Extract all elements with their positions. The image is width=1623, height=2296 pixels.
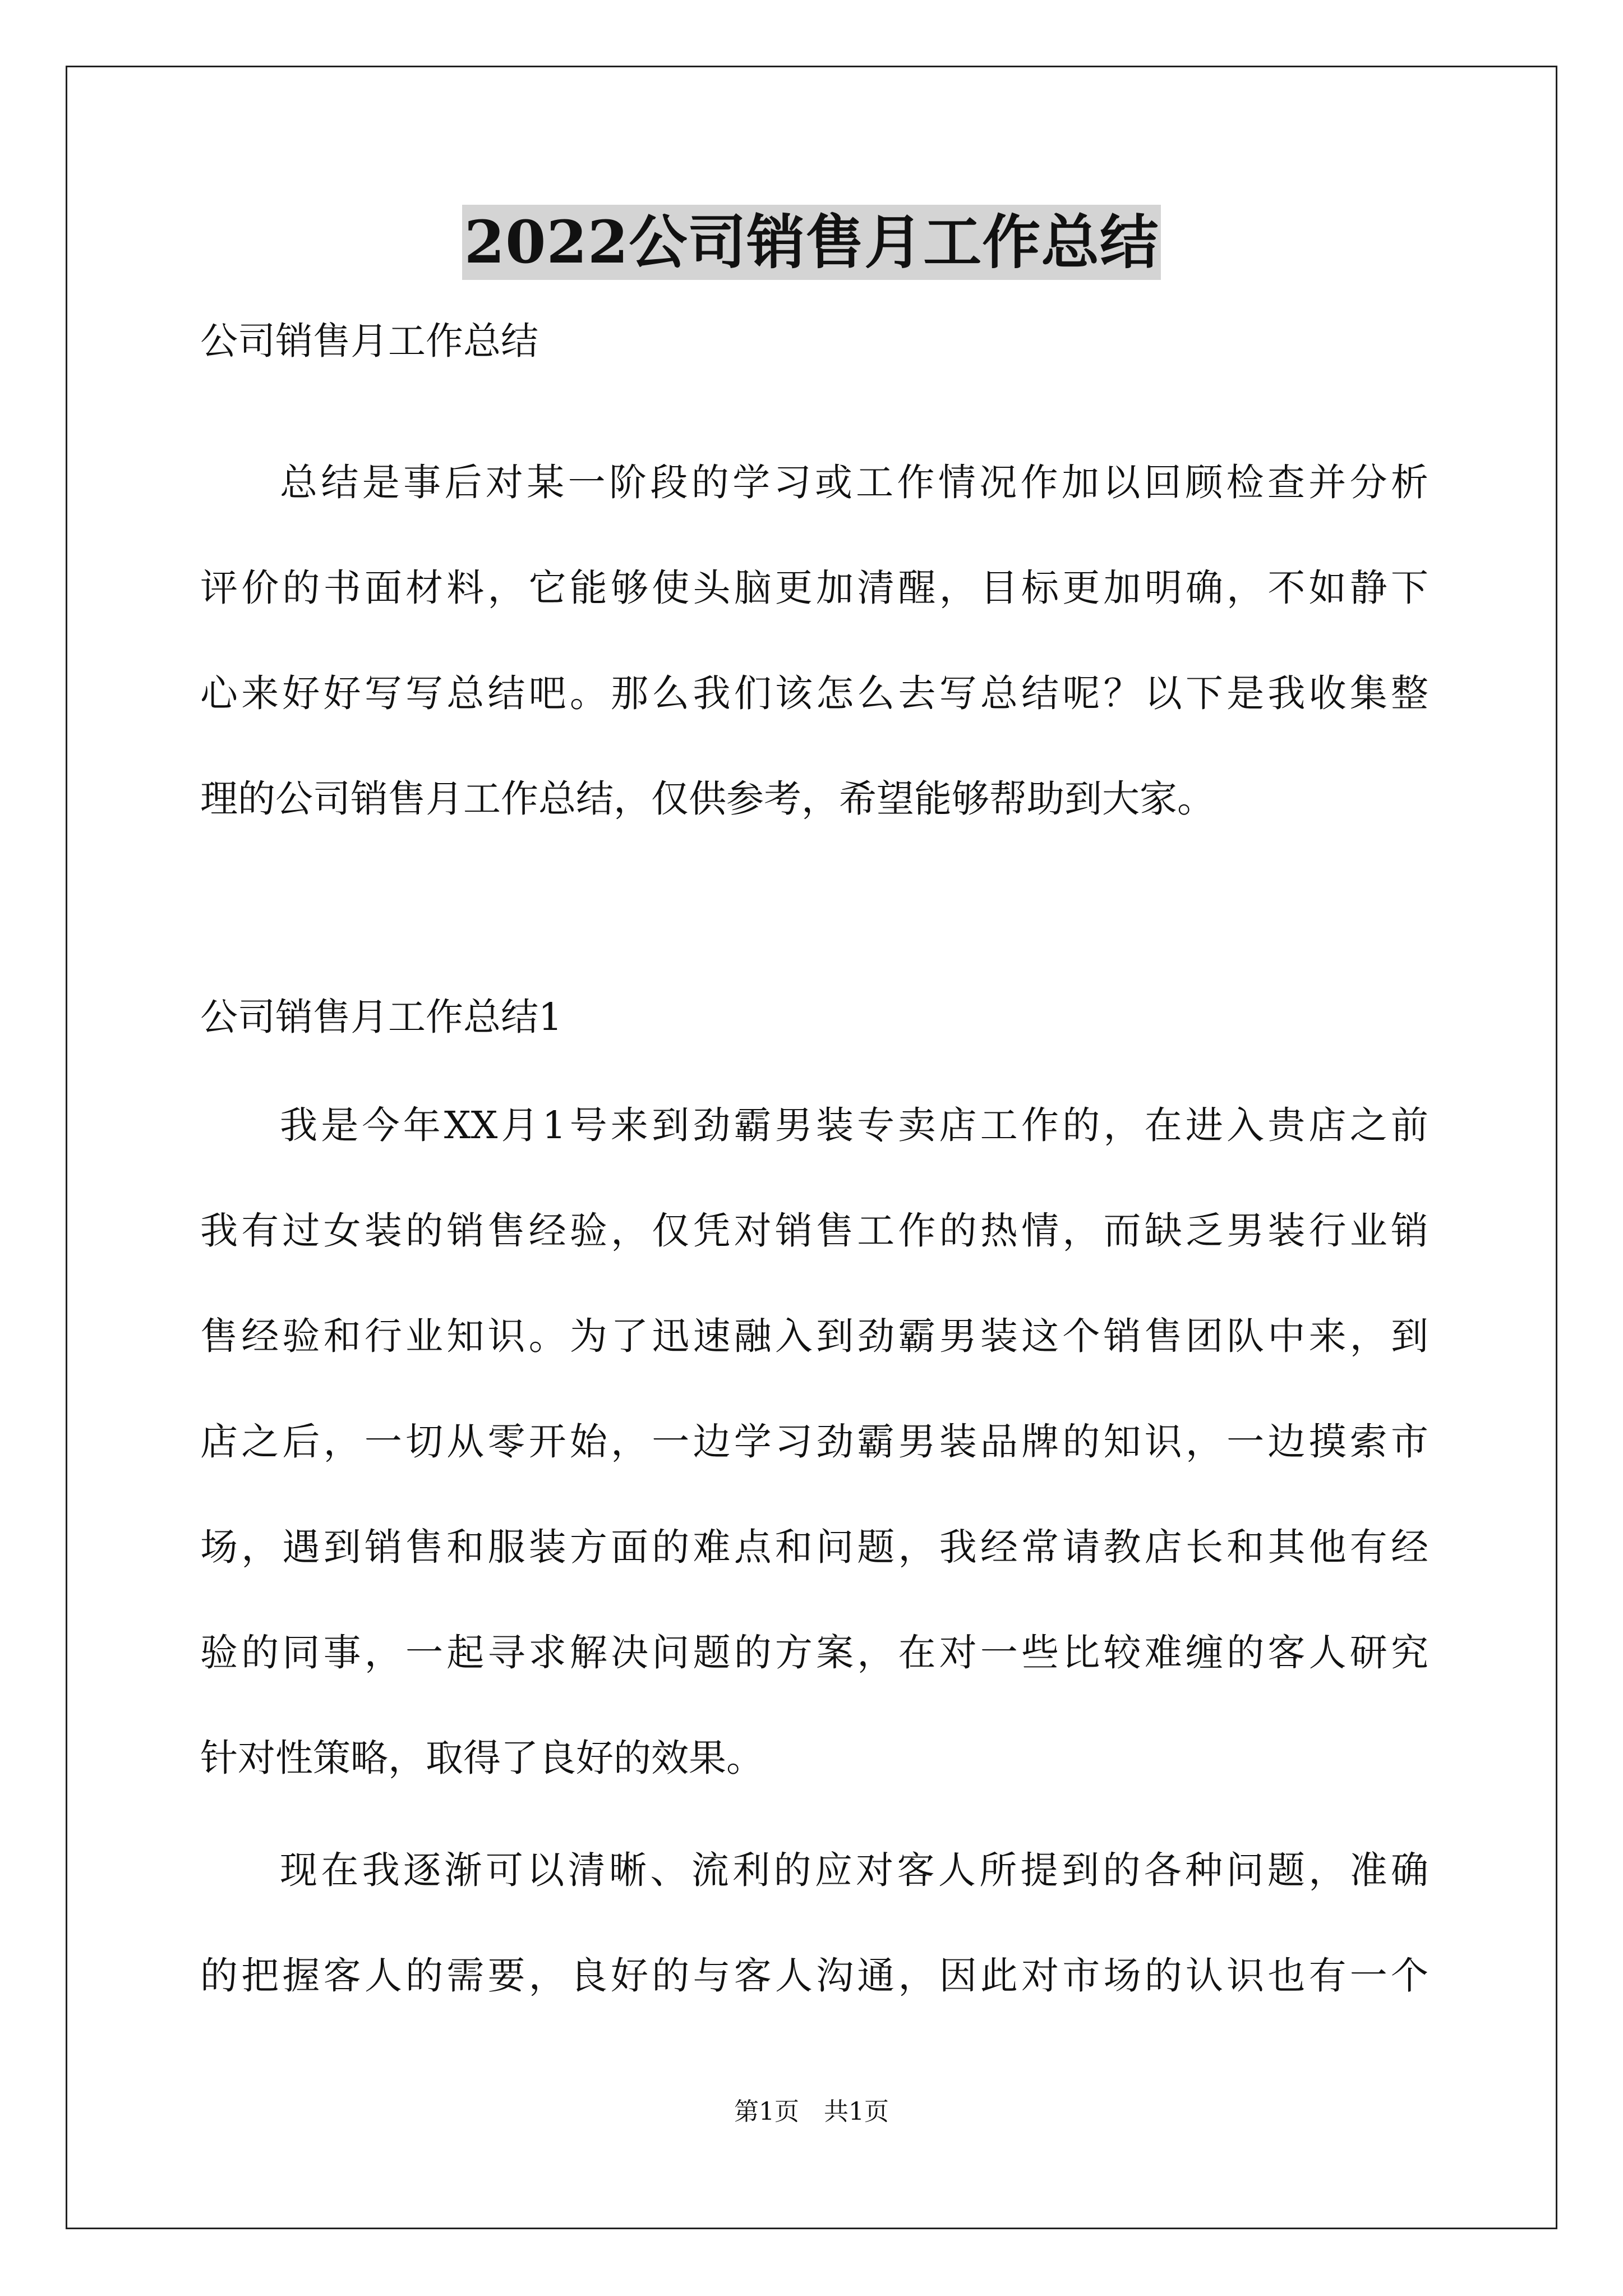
- section1-para1-line-3: 售经验和行业知识。为了迅速融入到劲霸男装这个销售团队中来，到: [200, 1314, 1428, 1358]
- document-title: 2022公司销售月工作总结: [462, 205, 1161, 280]
- intro-line-3: 心来好好写写总结吧。那么我们该怎么去写总结呢？以下是我收集整: [200, 671, 1428, 715]
- section1-para1-line-6: 验的同事，一起寻求解决问题的方案，在对一些比较难缠的客人研究: [200, 1631, 1428, 1674]
- document-title-wrapper: [0, 205, 1623, 280]
- section1-para1-line-5: 场，遇到销售和服装方面的难点和问题，我经常请教店长和其他有经: [200, 1525, 1428, 1569]
- intro-line-1: 总结是事后对某一阶段的学习或工作情况作加以回顾检查并分析: [280, 461, 1428, 504]
- section1-para2-line-1: 现在我逐渐可以清晰、流利的应对客人所提到的各种问题，准确: [280, 1848, 1428, 1892]
- intro-line-4: 理的公司销售月工作总结，仅供参考，希望能够帮助到大家。: [200, 777, 1215, 821]
- section1-para1-line-7: 针对性策略，取得了良好的效果。: [200, 1736, 764, 1780]
- page-number: 第1页 共1页: [734, 2097, 889, 2126]
- section1-para1-line-2: 我有过女装的销售经验，仅凭对销售工作的热情，而缺乏男装行业销: [200, 1209, 1428, 1253]
- section1-heading: 公司销售月工作总结1: [200, 995, 562, 1039]
- section1-para1-line-4: 店之后，一切从零开始，一边学习劲霸男装品牌的知识，一边摸索市: [200, 1420, 1428, 1464]
- section1-para2-line-2: 的把握客人的需要，良好的与客人沟通，因此对市场的认识也有一个: [200, 1954, 1428, 1998]
- intro-heading: 公司销售月工作总结: [200, 319, 538, 363]
- intro-line-2: 评价的书面材料，它能够使头脑更加清醒，目标更加明确，不如静下: [200, 566, 1428, 610]
- section1-para1-line-1: 我是今年XX月1号来到劲霸男装专卖店工作的，在进入贵店之前: [280, 1103, 1428, 1147]
